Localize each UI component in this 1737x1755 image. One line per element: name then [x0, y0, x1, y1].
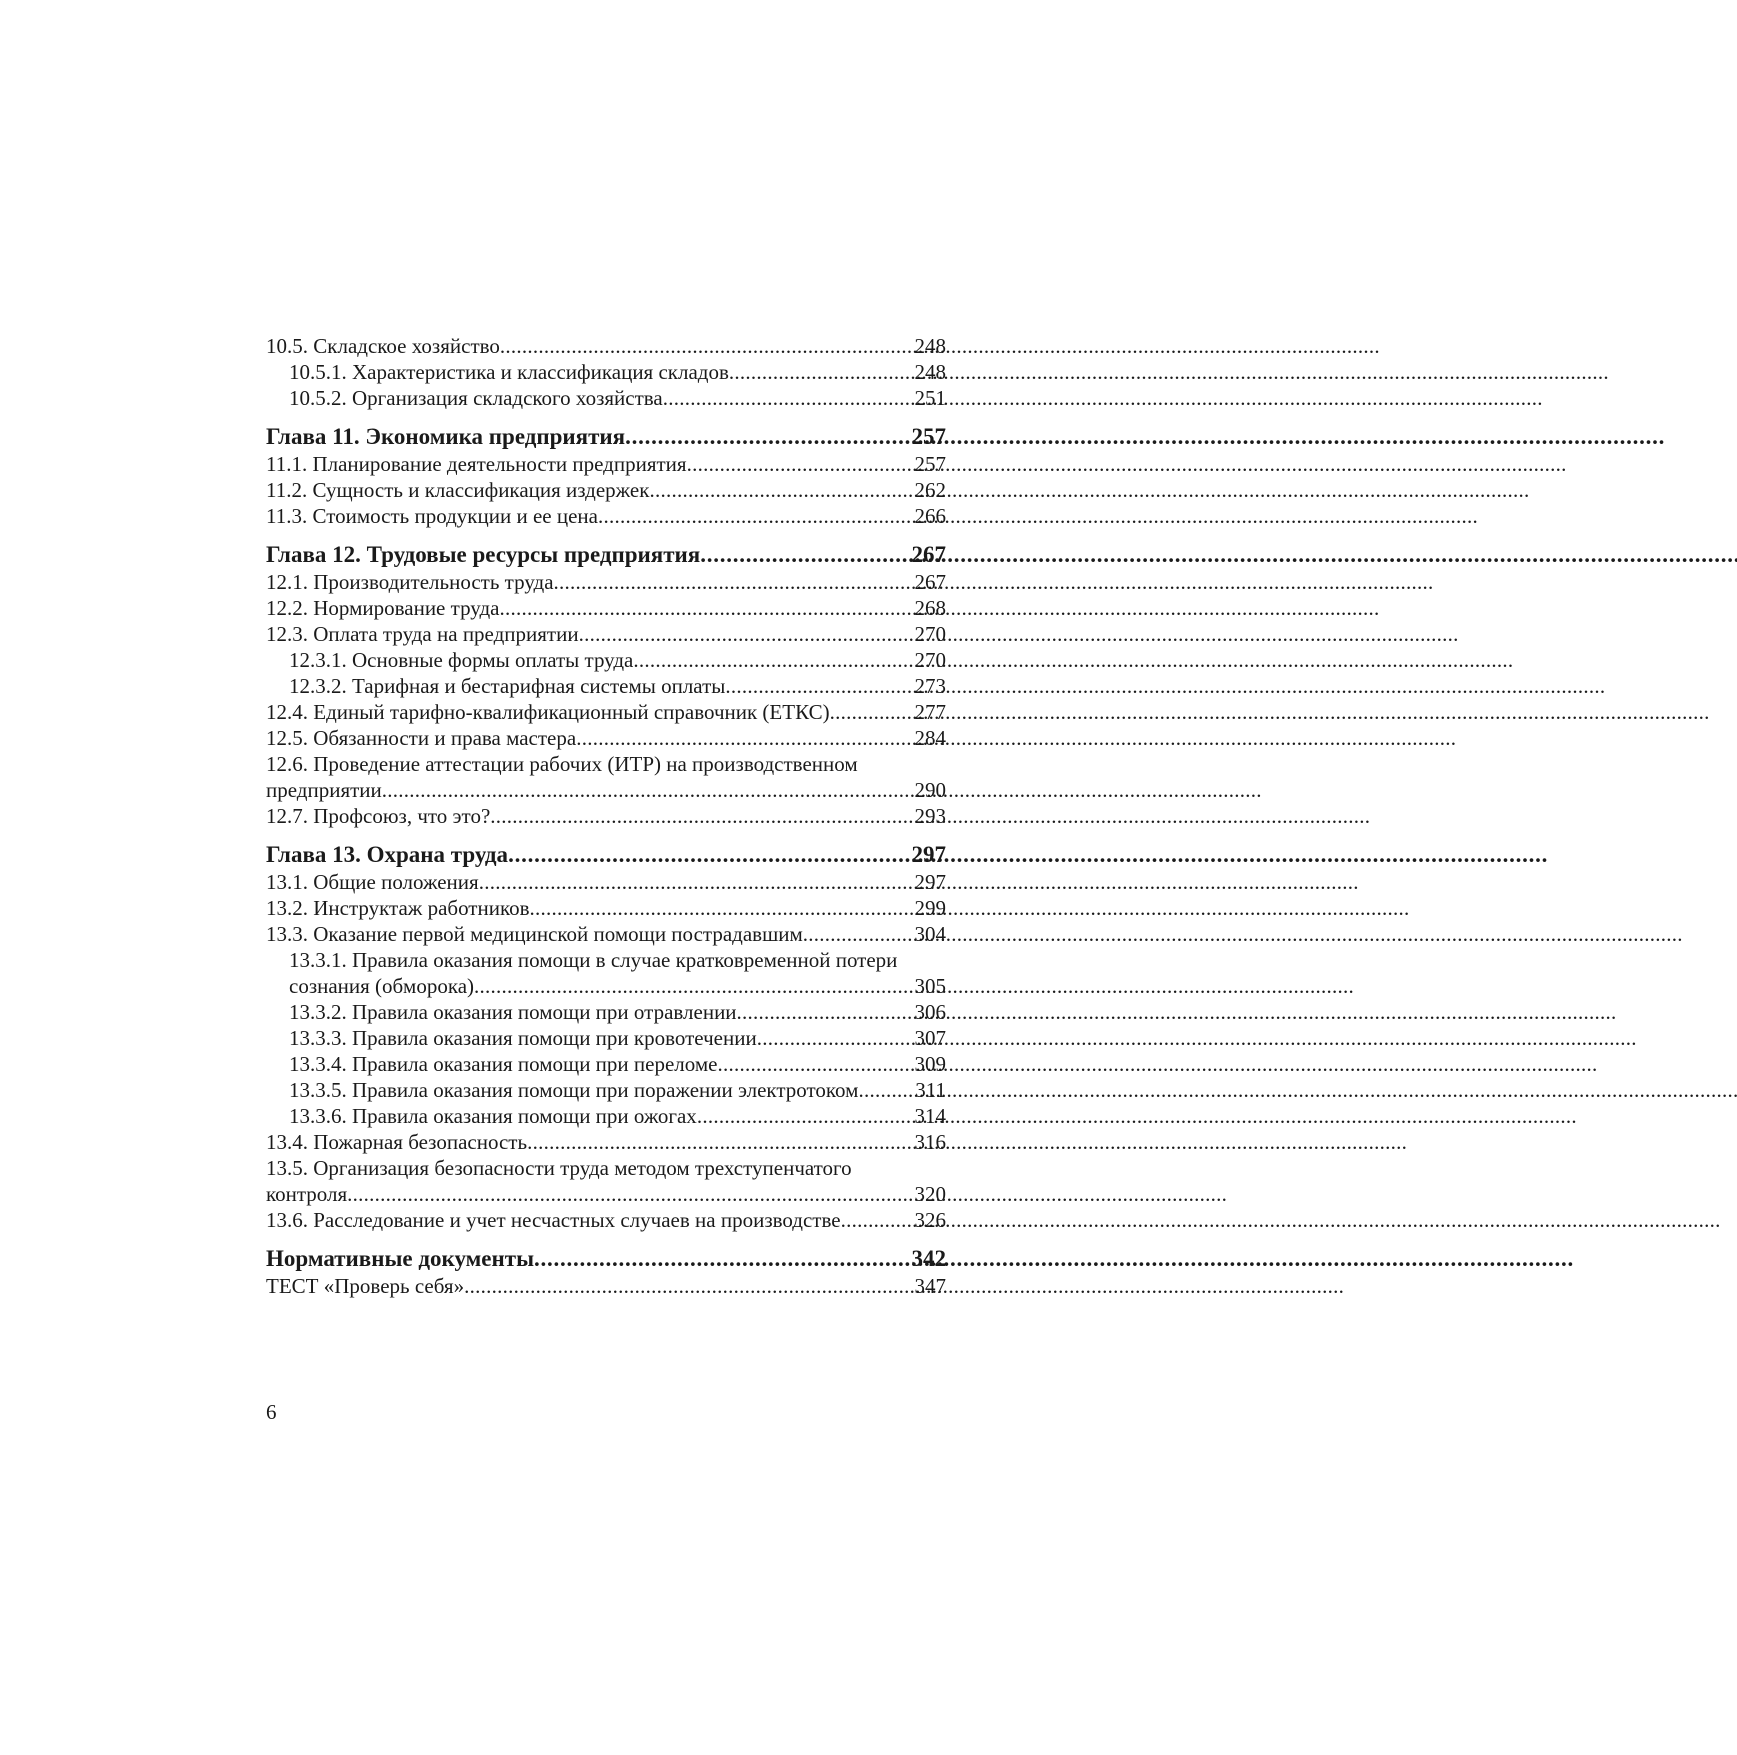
toc-entry-title: сознания (обморока)	[289, 974, 475, 998]
toc-entry-page: 277	[914, 700, 946, 724]
toc-entry-title: предприятии	[266, 778, 382, 802]
dot-leader	[474, 973, 914, 999]
dot-leader	[729, 359, 915, 385]
toc-entry-page: 342	[911, 1246, 946, 1271]
dot-leader	[598, 503, 915, 529]
dot-leader	[649, 477, 914, 503]
toc-entry-title-line: 13.3.1. Правила оказания помощи в случае кратковременной потери	[289, 948, 898, 972]
toc-section	[266, 751, 946, 803]
dot-leader	[633, 647, 914, 673]
toc-entry-title: 13.3.4. Правила оказания помощи при переломе	[289, 1052, 718, 1076]
dot-leader	[576, 725, 914, 751]
toc-subsection	[266, 947, 946, 999]
toc-entry-title: 10.5. Складское хозяйство	[266, 334, 500, 358]
dot-leader	[554, 569, 915, 595]
toc-entry-title: 13.2. Инструктаж работников	[266, 896, 530, 920]
toc-entry-page: 267	[914, 570, 946, 594]
dot-leader	[508, 841, 911, 869]
dot-leader	[625, 423, 911, 451]
toc-entry-page: 297	[914, 870, 946, 894]
table-of-contents	[266, 333, 946, 1299]
toc-entry-page: 284	[914, 726, 946, 750]
toc-entry-page: 309	[914, 1052, 946, 1076]
toc-subsection	[266, 1051, 946, 1077]
dot-leader	[579, 621, 915, 647]
toc-chapter	[266, 541, 946, 569]
toc-section	[266, 333, 946, 359]
toc-subsection	[266, 359, 946, 385]
dot-leader	[347, 1181, 914, 1207]
toc-entry-title-line: 13.5. Организация безопасности труда методом трехступенчатого	[266, 1156, 852, 1180]
toc-subsection	[266, 673, 946, 699]
toc-entry-title: 13.3.3. Правила оказания помощи при кровотечении	[289, 1026, 757, 1050]
toc-entry-page: 326	[914, 1208, 946, 1232]
toc-entry-page: 257	[914, 452, 946, 476]
toc-section	[266, 895, 946, 921]
dot-leader	[700, 541, 911, 569]
toc-section	[266, 451, 946, 477]
toc-section	[266, 1207, 946, 1233]
toc-chapter	[266, 423, 946, 451]
toc-entry-page: 262	[914, 478, 946, 502]
toc-entry-title: 12.2. Нормирование труда	[266, 596, 500, 620]
dot-leader	[500, 333, 915, 359]
toc-entry-page: 268	[914, 596, 946, 620]
toc-entry-title: 11.3. Стоимость продукции и ее цена	[266, 504, 598, 528]
dot-leader	[725, 673, 914, 699]
toc-entry-page: 273	[914, 674, 946, 698]
toc-entry-page: 347	[914, 1274, 946, 1298]
dot-leader	[830, 699, 915, 725]
dot-leader	[490, 803, 914, 829]
toc-section	[266, 569, 946, 595]
toc-entry-page: 320	[914, 1182, 946, 1206]
toc-entry-page: 248	[914, 360, 946, 384]
dot-leader	[663, 385, 915, 411]
dot-leader	[530, 895, 915, 921]
toc-section	[266, 921, 946, 947]
dot-leader	[382, 777, 915, 803]
toc-entry-title: 13.3.6. Правила оказания помощи при ожогах	[289, 1104, 697, 1128]
toc-entry-title: 10.5.2. Организация складского хозяйства	[289, 386, 663, 410]
dot-leader	[858, 1077, 915, 1103]
toc-entry-page: 305	[914, 974, 946, 998]
toc-entry-title: 13.6. Расследование и учет несчастных случаев на производстве	[266, 1208, 841, 1232]
toc-entry-title: 13.3. Оказание первой медицинской помощи пострадавшим	[266, 922, 803, 946]
toc-entry-page: 314	[914, 1104, 946, 1128]
toc-chapter	[266, 841, 946, 869]
toc-entry-title: 13.4. Пожарная безопасность	[266, 1130, 528, 1154]
toc-entry-title: 12.4. Единый тарифно-квалификационный справочник (ЕТКС)	[266, 700, 830, 724]
toc-entry-page: 270	[914, 648, 946, 672]
toc-entry-page: 299	[914, 896, 946, 920]
toc-entry-title: 13.1. Общие положения	[266, 870, 479, 894]
toc-entry-title: Глава 11. Экономика предприятия	[266, 424, 626, 449]
toc-entry-page: 290	[914, 778, 946, 802]
page-number: 6	[266, 1400, 277, 1424]
toc-entry-title: 13.3.2. Правила оказания помощи при отравлении	[289, 1000, 737, 1024]
toc-entry-page: 306	[914, 1000, 946, 1024]
toc-entry-title: 12.3.2. Тарифная и бестарифная системы оплаты	[289, 674, 726, 698]
toc-chapter	[266, 1245, 946, 1273]
toc-entry-title: 12.3.1. Основные формы оплаты труда	[289, 648, 634, 672]
toc-subsection	[266, 999, 946, 1025]
toc-section	[266, 621, 946, 647]
dot-leader	[757, 1025, 915, 1051]
dot-leader	[464, 1273, 914, 1299]
dot-leader	[803, 921, 915, 947]
toc-entry-title: 12.3. Оплата труда на предприятии	[266, 622, 579, 646]
toc-subsection	[266, 1077, 946, 1103]
toc-entry-title: Глава 12. Трудовые ресурсы предприятия	[266, 542, 701, 567]
dot-leader	[534, 1245, 911, 1273]
toc-section	[266, 869, 946, 895]
toc-subsection	[266, 385, 946, 411]
toc-entry-page: 266	[914, 504, 946, 528]
toc-entry-title: 10.5.1. Характеристика и классификация складов	[289, 360, 729, 384]
toc-entry-page: 257	[911, 424, 946, 449]
toc-entry-title: 12.7. Профсоюз, что это?	[266, 804, 491, 828]
toc-entry-page: 267	[911, 542, 946, 567]
toc-section	[266, 803, 946, 829]
toc-entry-page: 304	[914, 922, 946, 946]
toc-entry-page: 297	[911, 842, 946, 867]
toc-entry-page: 316	[914, 1130, 946, 1154]
toc-entry-title-line: 12.6. Проведение аттестации рабочих (ИТР) на производственном	[266, 752, 858, 776]
toc-entry-page: 311	[915, 1078, 946, 1102]
toc-section	[266, 1273, 946, 1299]
dot-leader	[499, 595, 914, 621]
toc-entry-page: 270	[914, 622, 946, 646]
dot-leader	[697, 1103, 915, 1129]
toc-section	[266, 1129, 946, 1155]
toc-entry-title: 13.3.5. Правила оказания помощи при поражении электротоком	[289, 1078, 859, 1102]
toc-entry-title: 11.2. Сущность и классификация издержек	[266, 478, 650, 502]
toc-entry-title: 11.1. Планирование деятельности предприятия	[266, 452, 687, 476]
toc-entry-page: 251	[914, 386, 946, 410]
dot-leader	[737, 999, 915, 1025]
toc-subsection	[266, 1103, 946, 1129]
toc-entry-page: 293	[914, 804, 946, 828]
toc-entry-title: Глава 13. Охрана труда	[266, 842, 509, 867]
toc-subsection	[266, 647, 946, 673]
toc-section	[266, 503, 946, 529]
dot-leader	[717, 1051, 914, 1077]
dot-leader	[527, 1129, 914, 1155]
toc-entry-title: Нормативные документы	[266, 1246, 535, 1271]
toc-entry-page: 307	[914, 1026, 946, 1050]
toc-subsection	[266, 1025, 946, 1051]
dot-leader	[479, 869, 915, 895]
toc-section	[266, 1155, 946, 1207]
toc-section	[266, 725, 946, 751]
toc-entry-title: 12.1. Производительность труда	[266, 570, 554, 594]
toc-entry-title: 12.5. Обязанности и права мастера	[266, 726, 577, 750]
toc-section	[266, 595, 946, 621]
toc-entry-page: 248	[914, 334, 946, 358]
toc-entry-title: ТЕСТ «Проверь себя»	[266, 1274, 465, 1298]
toc-entry-title: контроля	[266, 1182, 348, 1206]
dot-leader	[841, 1207, 915, 1233]
toc-section	[266, 699, 946, 725]
dot-leader	[687, 451, 915, 477]
toc-section	[266, 477, 946, 503]
